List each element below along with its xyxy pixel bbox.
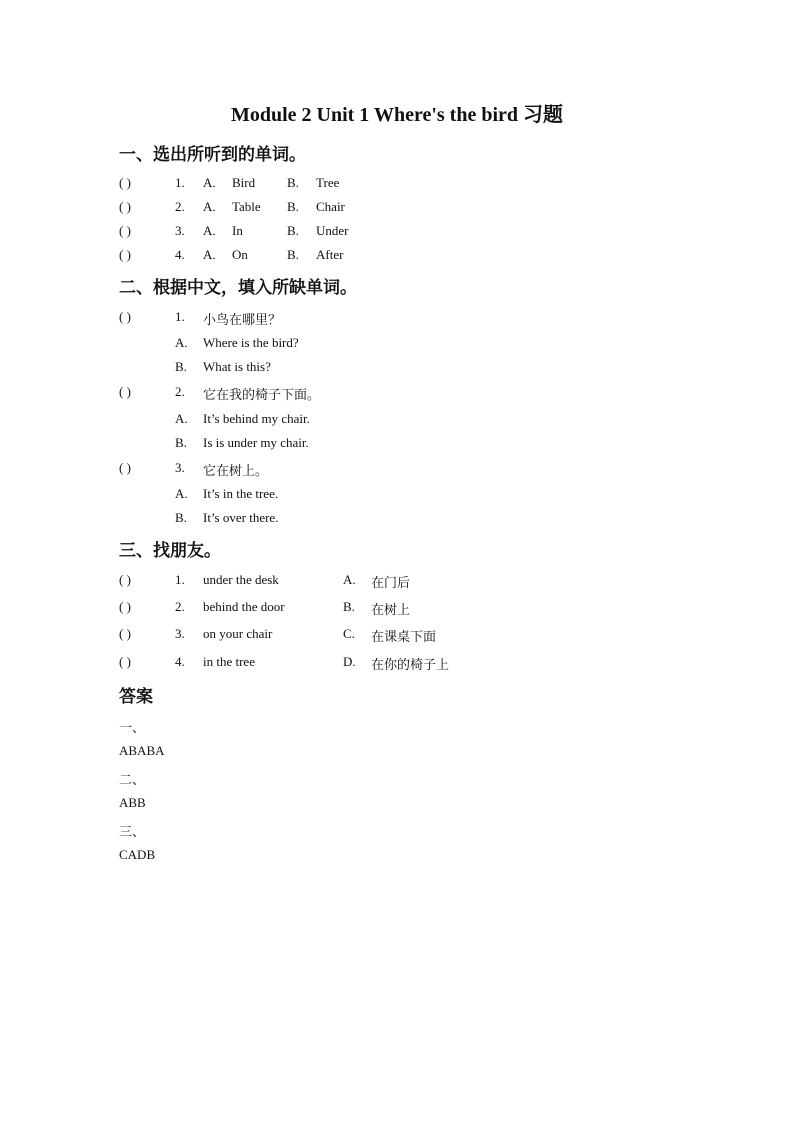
answer-blank[interactable]: ( ) (119, 309, 131, 324)
answer-blank[interactable]: ( ) (119, 199, 131, 214)
question-number: 4. (175, 654, 185, 669)
question-text: 它在树上。 (203, 464, 269, 479)
option-a-letter: A. (175, 411, 188, 426)
option-a-text: In (232, 223, 243, 238)
answer-part-value: CADB (119, 847, 156, 862)
option-b-letter: B. (287, 247, 299, 262)
match-letter: C. (343, 626, 355, 641)
match-letter: A. (343, 572, 356, 587)
english-phrase: in the tree (203, 654, 255, 669)
option-a-text: Table (232, 199, 261, 214)
s1-question-row (0, 247, 794, 267)
question-number: 3. (175, 626, 185, 641)
english-phrase: under the desk (203, 572, 279, 587)
s1-question-row (0, 199, 794, 219)
s2-option-row (0, 411, 794, 431)
answer-blank[interactable]: ( ) (119, 223, 131, 238)
option-b-letter: B. (175, 359, 187, 374)
s2-option-row (0, 359, 794, 379)
option-b-text: Tree (316, 175, 340, 190)
s2-option-row (0, 335, 794, 355)
match-letter: B. (343, 599, 355, 614)
option-b-letter: B. (287, 175, 299, 190)
option-a-letter: A. (175, 486, 188, 501)
section-2-heading: 二、根据中文，填入所缺单词。 (119, 278, 357, 298)
english-phrase: behind the door (203, 599, 285, 614)
s3-match-row (0, 626, 794, 646)
s2-option-row (0, 510, 794, 530)
page-title: Module 2 Unit 1 Where's the bird 习题 (230, 104, 564, 126)
option-b-text: What is this? (203, 359, 271, 374)
answer-blank[interactable]: ( ) (119, 599, 131, 614)
s2-question-row (0, 384, 794, 404)
option-a-text: Bird (232, 175, 256, 190)
option-a-text: On (232, 247, 248, 262)
question-text: 小鸟在哪里？ (203, 313, 282, 328)
question-number: 3. (175, 223, 185, 238)
answer-blank[interactable]: ( ) (119, 460, 131, 475)
option-b-letter: B. (287, 199, 299, 214)
question-number: 1. (175, 572, 185, 587)
answer-blank[interactable]: ( ) (119, 175, 131, 190)
s2-question-row (0, 309, 794, 329)
question-number: 1. (175, 175, 185, 190)
option-b-letter: B. (175, 435, 187, 450)
question-number: 4. (175, 247, 185, 262)
s2-option-row (0, 486, 794, 506)
answer-part-value: ABB (119, 795, 146, 810)
option-b-text: It’s over there. (203, 510, 279, 525)
option-a-text: It’s in the tree. (203, 486, 279, 501)
option-b-text: After (316, 247, 344, 262)
answer-blank[interactable]: ( ) (119, 654, 131, 669)
chinese-phrase: 在树上 (371, 603, 411, 618)
section-1-heading: 一、选出所听到的单词。 (119, 145, 306, 165)
option-a-letter: A. (203, 223, 216, 238)
answer-blank[interactable]: ( ) (119, 384, 131, 399)
answers-heading: 答案 (119, 687, 153, 707)
s3-match-row (0, 572, 794, 592)
answer-part-label: 一、 (119, 721, 146, 736)
answer-part-value: ABABA (119, 743, 165, 758)
chinese-phrase: 在门后 (371, 576, 411, 591)
match-letter: D. (343, 654, 356, 669)
option-a-text: Where is the bird? (203, 335, 299, 350)
option-b-letter: B. (175, 510, 187, 525)
option-a-letter: A. (203, 199, 216, 214)
english-phrase: on your chair (203, 626, 273, 641)
answer-part-label: 三、 (119, 825, 146, 840)
answer-blank[interactable]: ( ) (119, 247, 131, 262)
option-a-letter: A. (203, 175, 216, 190)
section-3-heading: 三、找朋友。 (119, 541, 221, 561)
s3-match-row (0, 654, 794, 674)
question-number: 2. (175, 199, 185, 214)
option-a-text: It’s behind my chair. (203, 411, 310, 426)
option-b-text: Under (316, 223, 349, 238)
option-b-letter: B. (287, 223, 299, 238)
chinese-phrase: 在你的椅子上 (371, 658, 450, 673)
option-a-letter: A. (175, 335, 188, 350)
s1-question-row (0, 223, 794, 243)
option-b-text: Is is under my chair. (203, 435, 309, 450)
answer-part-label: 二、 (119, 773, 146, 788)
question-number: 2. (175, 384, 185, 399)
option-a-letter: A. (203, 247, 216, 262)
s3-match-row (0, 599, 794, 619)
answer-blank[interactable]: ( ) (119, 572, 131, 587)
question-number: 2. (175, 599, 185, 614)
question-text: 它在我的椅子下面。 (203, 388, 321, 403)
question-number: 1. (175, 309, 185, 324)
option-b-text: Chair (316, 199, 345, 214)
question-number: 3. (175, 460, 185, 475)
s2-question-row (0, 460, 794, 480)
s1-question-row (0, 175, 794, 195)
chinese-phrase: 在课桌下面 (371, 630, 437, 645)
s2-option-row (0, 435, 794, 455)
answer-blank[interactable]: ( ) (119, 626, 131, 641)
